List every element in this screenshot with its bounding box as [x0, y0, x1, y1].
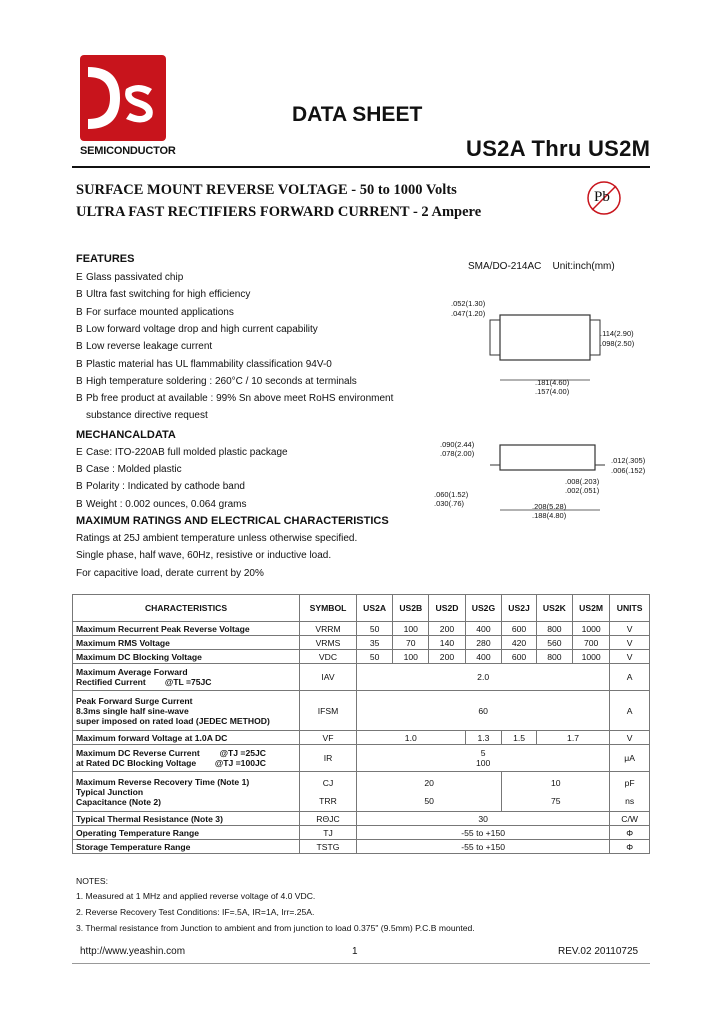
symbol-cell: TJ [300, 826, 357, 840]
symbol-cell: VRMS [300, 636, 357, 650]
dim-label: .188(4.80) [532, 511, 567, 520]
value-cell: 35 [357, 636, 393, 650]
symbol-cell: VF [300, 731, 357, 745]
value-cell: 560 [536, 636, 572, 650]
dim-label: .008(.203) [565, 477, 600, 486]
dim-label: .006(.152) [611, 466, 646, 475]
value-cell: 1000 [572, 650, 609, 664]
mech-item: B Weight : 0.002 ounces, 0.064 grams [76, 499, 247, 510]
dim-label: .030(.76) [434, 499, 465, 508]
row-label: Maximum Average Forward Rectified Current @TL =75JC [73, 664, 300, 691]
col-header: UNITS [610, 595, 650, 622]
unit-cell: Φ [610, 826, 650, 840]
feature-item: B For surface mounted applications [76, 307, 234, 318]
subtitle-voltage: SURFACE MOUNT REVERSE VOLTAGE - 50 to 1000 Volts [76, 182, 457, 198]
col-header: US2J [502, 595, 536, 622]
note-item: 1. Measured at 1 MHz and applied reverse voltage of 4.0 VDC. [76, 891, 316, 901]
row-label: Maximum forward Voltage at 1.0A DC [73, 731, 300, 745]
ratings-note: For capacitive load, derate current by 20% [76, 568, 264, 579]
revision: REV.02 20110725 [558, 946, 639, 957]
symbol-cell: TSTG [300, 840, 357, 854]
col-header: SYMBOL [300, 595, 357, 622]
symbol-cell: IFSM [300, 691, 357, 731]
value-cell: 140 [429, 636, 465, 650]
value-cell: 200 [429, 622, 465, 636]
features-heading: FEATURES [76, 253, 135, 265]
page-number: 1 [352, 946, 358, 957]
dim-label: .157(4.00) [535, 387, 570, 396]
value-cell: 20 50 [357, 772, 502, 812]
header-divider [72, 166, 650, 168]
table-row [73, 840, 650, 854]
mech-item: B Case : Molded plastic [76, 464, 182, 475]
row-label: Operating Temperature Range [73, 826, 300, 840]
value-cell: 100 [393, 650, 429, 664]
table-row [73, 826, 650, 840]
value-cell: 200 [429, 650, 465, 664]
mechanical-heading: MECHANCALDATA [76, 429, 176, 441]
feature-item: B Ultra fast switching for high efficiency [76, 289, 251, 300]
ratings-note: Ratings at 25J ambient temperature unless otherwise specified. [76, 533, 358, 544]
value-cell: 400 [465, 650, 502, 664]
table-row [73, 772, 650, 812]
dim-label: .078(2.00) [440, 449, 475, 458]
doc-title: DATA SHEET [292, 103, 423, 126]
unit-cell: μA [610, 745, 650, 772]
feature-item: B High temperature soldering : 260°C / 10 seconds at terminals [76, 376, 357, 387]
col-header: US2M [572, 595, 609, 622]
dim-label: .052(1.30) [451, 299, 486, 308]
value-cell: 50 [357, 622, 393, 636]
unit-cell: V [610, 731, 650, 745]
symbol-cell: RΘJC [300, 812, 357, 826]
dim-label: .181(4.60) [535, 378, 570, 387]
unit-cell: A [610, 664, 650, 691]
value-cell: 420 [502, 636, 536, 650]
col-header: US2G [465, 595, 502, 622]
value-cell: 600 [502, 650, 536, 664]
value-cell: 800 [536, 650, 572, 664]
feature-item: E Glass passivated chip [76, 272, 184, 283]
mech-item: E Case: ITO-220AB full molded plastic package [76, 447, 288, 458]
dim-label: .208(5.28) [532, 502, 567, 511]
value-cell: 5 100 [357, 745, 610, 772]
table-row [73, 691, 650, 731]
dim-label: .098(2.50) [600, 339, 635, 348]
ratings-table [72, 594, 650, 854]
unit-cell: C/W [610, 812, 650, 826]
symbol-cell: VRRM [300, 622, 357, 636]
table-row [73, 731, 650, 745]
ratings-note: Single phase, half wave, 60Hz, resistive or inductive load. [76, 550, 332, 561]
value-cell: 2.0 [357, 664, 610, 691]
feature-item: B Pb free product at available : 99% Sn above meet RoHS environment [76, 393, 394, 404]
part-range: US2A Thru US2M [466, 136, 651, 161]
value-cell: 800 [536, 622, 572, 636]
value-cell: 1.0 [357, 731, 466, 745]
value-cell: -55 to +150 [357, 840, 610, 854]
subtitle-current: ULTRA FAST RECTIFIERS FORWARD CURRENT - 2 Ampere [76, 204, 482, 220]
value-cell: 70 [393, 636, 429, 650]
table-row [73, 812, 650, 826]
value-cell: 1.5 [502, 731, 536, 745]
row-label: Typical Thermal Resistance (Note 3) [73, 812, 300, 826]
note-item: 3. Thermal resistance from Junction to ambient and from junction to load 0.375" (9.5mm) P.C.B mounted. [76, 923, 475, 933]
dim-label: .002(.051) [565, 486, 600, 495]
row-label: Maximum Recurrent Peak Reverse Voltage [73, 622, 300, 636]
table-header-row [73, 595, 650, 622]
value-cell: 400 [465, 622, 502, 636]
col-header: US2A [357, 595, 393, 622]
pb-free-icon [586, 180, 622, 216]
dim-label: .060(1.52) [434, 490, 469, 499]
unit-cell: V [610, 650, 650, 664]
feature-item: B Low forward voltage drop and high current capability [76, 324, 318, 335]
footer-divider [72, 963, 650, 964]
unit-cell: V [610, 622, 650, 636]
row-label: Maximum Reverse Recovery Time (Note 1) Typical Junction Capacitance (Note 2) [73, 772, 300, 812]
dim-label: .012(.305) [611, 456, 646, 465]
dim-label: .047(1.20) [451, 309, 486, 318]
value-cell: 700 [572, 636, 609, 650]
table-row [73, 664, 650, 691]
value-cell: 10 75 [502, 772, 610, 812]
feature-item: B Plastic material has UL flammability classification 94V-0 [76, 359, 332, 370]
unit-cell: Φ [610, 840, 650, 854]
value-cell: 1.3 [465, 731, 502, 745]
mech-item: B Polarity : Indicated by cathode band [76, 481, 245, 492]
row-label: Maximum DC Blocking Voltage [73, 650, 300, 664]
notes-heading: NOTES: [76, 876, 108, 886]
symbol-cell: IAV [300, 664, 357, 691]
row-label: Maximum RMS Voltage [73, 636, 300, 650]
value-cell: 50 [357, 650, 393, 664]
package-label: SMA/DO-214AC Unit:inch(mm) [468, 261, 615, 272]
row-label: Maximum DC Reverse Current @TJ =25JC at Rated DC Blocking Voltage @TJ =100JC [73, 745, 300, 772]
feature-item: substance directive request [86, 410, 208, 421]
value-cell: 100 [393, 622, 429, 636]
unit-cell: V [610, 636, 650, 650]
table-row [73, 745, 650, 772]
symbol-cell: VDC [300, 650, 357, 664]
footer-url[interactable]: http://www.yeashin.com [80, 946, 186, 957]
col-header: US2K [536, 595, 572, 622]
table-row [73, 650, 650, 664]
value-cell: 280 [465, 636, 502, 650]
symbol-cell: CJ TRR [300, 772, 357, 812]
value-cell: 1.7 [536, 731, 610, 745]
value-cell: 60 [357, 691, 610, 731]
col-header: US2B [393, 595, 429, 622]
table-row [73, 622, 650, 636]
value-cell: -55 to +150 [357, 826, 610, 840]
value-cell: 1000 [572, 622, 609, 636]
ys-logo-icon [80, 55, 166, 141]
unit-cell: pF ns [610, 772, 650, 812]
row-label: Peak Forward Surge Current 8.3ms single half sine-wave super imposed on rated load (JEDEC METHOD) [73, 691, 300, 731]
brand-text: SEMICONDUCTOR [80, 145, 176, 157]
value-cell: 30 [357, 812, 610, 826]
col-header: US2D [429, 595, 465, 622]
ratings-heading: MAXIMUM RATINGS AND ELECTRICAL CHARACTERISTICS [76, 515, 389, 527]
row-label: Storage Temperature Range [73, 840, 300, 854]
dim-label: .090(2.44) [440, 440, 475, 449]
dim-label: .114(2.90) [600, 329, 634, 338]
note-item: 2. Reverse Recovery Test Conditions: IF=.5A, IR=1A, Irr=.25A. [76, 907, 315, 917]
table-row [73, 636, 650, 650]
pb-mark: Pb [594, 189, 610, 205]
value-cell: 600 [502, 622, 536, 636]
company-logo [80, 55, 166, 141]
symbol-cell: IR [300, 745, 357, 772]
col-header: CHARACTERISTICS [73, 595, 300, 622]
feature-item: B Low reverse leakage current [76, 341, 213, 352]
unit-cell: A [610, 691, 650, 731]
